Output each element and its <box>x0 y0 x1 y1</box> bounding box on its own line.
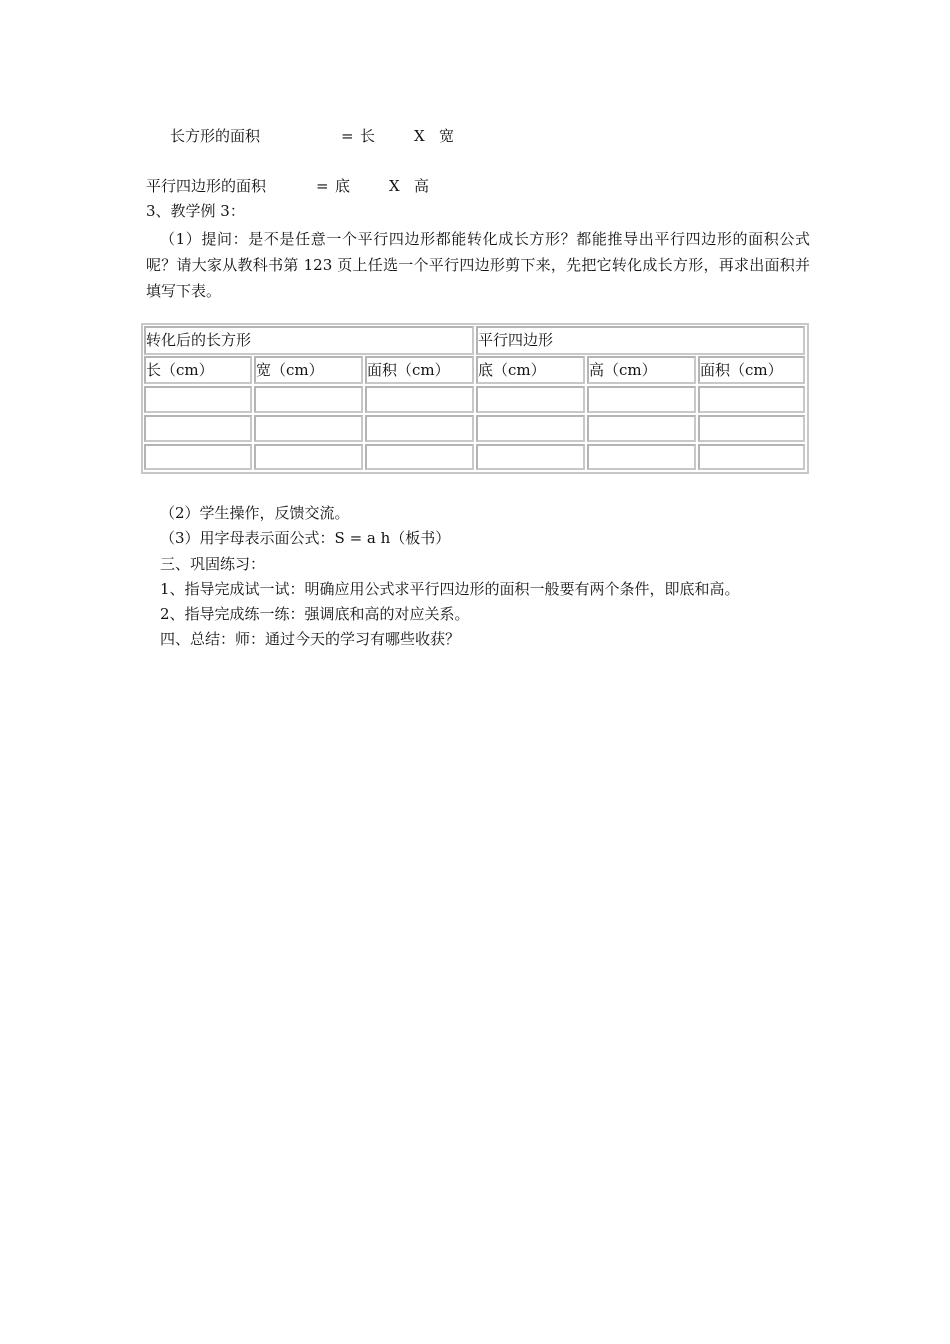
column-header-para-area: 面积（cm） <box>698 356 805 384</box>
table-cell <box>587 444 696 470</box>
formula-times: X <box>414 127 425 145</box>
table-cell <box>254 415 363 442</box>
example-heading: 3、教学例 3： <box>146 202 245 220</box>
section-practice-heading: 三、巩固练习： <box>160 555 266 573</box>
formula-label: 平行四边形的面积 <box>146 177 267 195</box>
step-student-operation: （2）学生操作，反馈交流。 <box>160 504 350 522</box>
rectangle-area-formula <box>0 126 950 146</box>
group-header-rectangle: 转化后的长方形 <box>144 326 474 355</box>
formula-equals: = <box>316 177 329 195</box>
table-cell <box>587 415 696 442</box>
column-header-rect-area: 面积（cm） <box>365 356 474 384</box>
table-cell <box>476 415 585 442</box>
formula-times: X <box>389 177 400 195</box>
formula-term-height: 高 <box>414 177 430 195</box>
table-cell <box>254 386 363 413</box>
table-cell <box>698 444 805 470</box>
group-header-parallelogram: 平行四边形 <box>476 326 805 355</box>
data-table <box>141 323 809 474</box>
formula-term-width: 宽 <box>439 127 455 145</box>
column-header-width: 宽（cm） <box>254 356 363 384</box>
column-header-base: 底（cm） <box>476 356 585 384</box>
formula-term-length: 长 <box>360 127 376 145</box>
table-cell <box>365 444 474 470</box>
practice-item-1: 1、指导完成试一试：明确应用公式求平行四边形的面积一般要有两个条件，即底和高。 <box>160 580 740 598</box>
table-cell <box>476 444 585 470</box>
table-cell <box>144 415 252 442</box>
parallelogram-area-formula <box>0 176 950 196</box>
table-cell <box>254 444 363 470</box>
table-cell <box>476 386 585 413</box>
table-cell <box>698 415 805 442</box>
formula-term-base: 底 <box>335 177 351 195</box>
table-cell <box>587 386 696 413</box>
table-cell <box>144 444 252 470</box>
table-cell <box>144 386 252 413</box>
table-cell <box>365 415 474 442</box>
formula-equals: = <box>341 127 354 145</box>
table-cell <box>365 386 474 413</box>
practice-item-2: 2、指导完成练一练：强调底和高的对应关系。 <box>160 605 470 623</box>
section-summary: 四、总结：师：通过今天的学习有哪些收获？ <box>160 630 461 648</box>
column-header-height: 高（cm） <box>587 356 696 384</box>
column-header-length: 长（cm） <box>144 356 252 384</box>
step-letter-formula: （3）用字母表示面公式：S = a h（板书） <box>160 529 451 547</box>
question-paragraph: （1）提问：是不是任意一个平行四边形都能转化成长方形？都能推导出平行四边形的面积公式呢？请大家从教科书第 123 页上任选一个平行四边形剪下来，先把它转化成长方形，再求出面积并填写下表。 <box>146 230 810 300</box>
formula-label: 长方形的面积 <box>170 127 261 145</box>
table-cell <box>698 386 805 413</box>
